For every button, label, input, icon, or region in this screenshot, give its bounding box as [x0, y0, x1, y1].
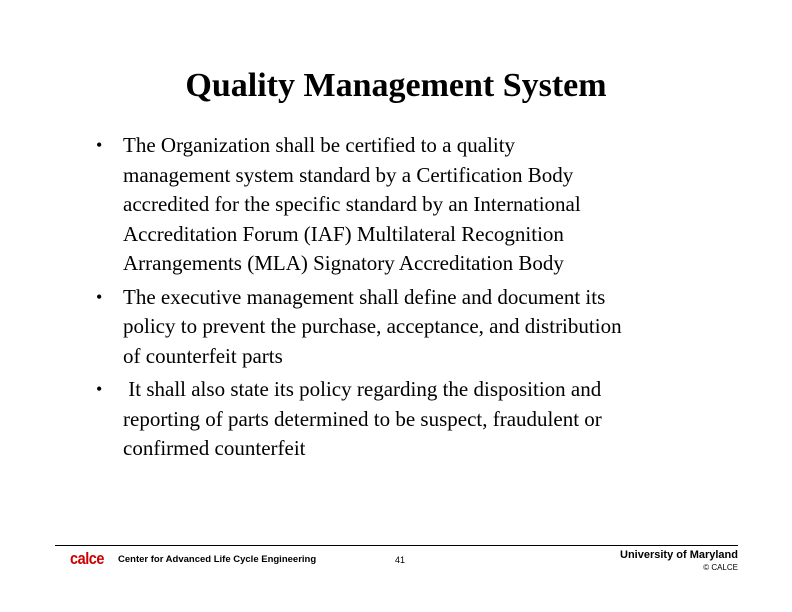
page-number: 41 [394, 555, 405, 565]
bullet-item-3 [96, 375, 716, 464]
bullet-glyph: • [96, 286, 103, 307]
bullet-line: The executive management shall define and document its [123, 284, 606, 309]
bullet-item-1 [96, 131, 716, 279]
footer-university: University of Maryland [620, 549, 738, 561]
footer-copyright: © CALCE [703, 563, 738, 572]
bullet-line: confirmed counterfeit [123, 436, 306, 460]
bullet-line: Arrangements (MLA) Signatory Accreditation Body [123, 251, 564, 275]
bullet-line: management system standard by a Certification Body [123, 162, 574, 187]
bullet-line: accredited for the specific standard by an International [123, 192, 581, 216]
calce-logo: calce [70, 549, 105, 568]
footer-divider [55, 545, 738, 546]
bullet-line: policy to prevent the purchase, acceptance, and distribution [123, 314, 622, 338]
bullet-line: Accreditation Forum (IAF) Multilateral Recognition [123, 221, 564, 246]
bullet-item-2 [96, 283, 716, 372]
bullet-glyph: • [96, 135, 103, 155]
footer-center-name: Center for Advanced Life Cycle Engineering [118, 554, 317, 565]
bullet-list [96, 131, 716, 468]
bullet-line: reporting of parts determined to be suspect, fraudulent or [123, 406, 602, 431]
slide-title: Quality Management System [185, 67, 607, 104]
bullet-line: It shall also state its policy regarding the disposition and [123, 377, 602, 401]
bullet-line: of counterfeit parts [123, 343, 283, 368]
bullet-glyph: • [96, 379, 103, 399]
bullet-line: The Organization shall be certified to a quality [123, 133, 516, 157]
